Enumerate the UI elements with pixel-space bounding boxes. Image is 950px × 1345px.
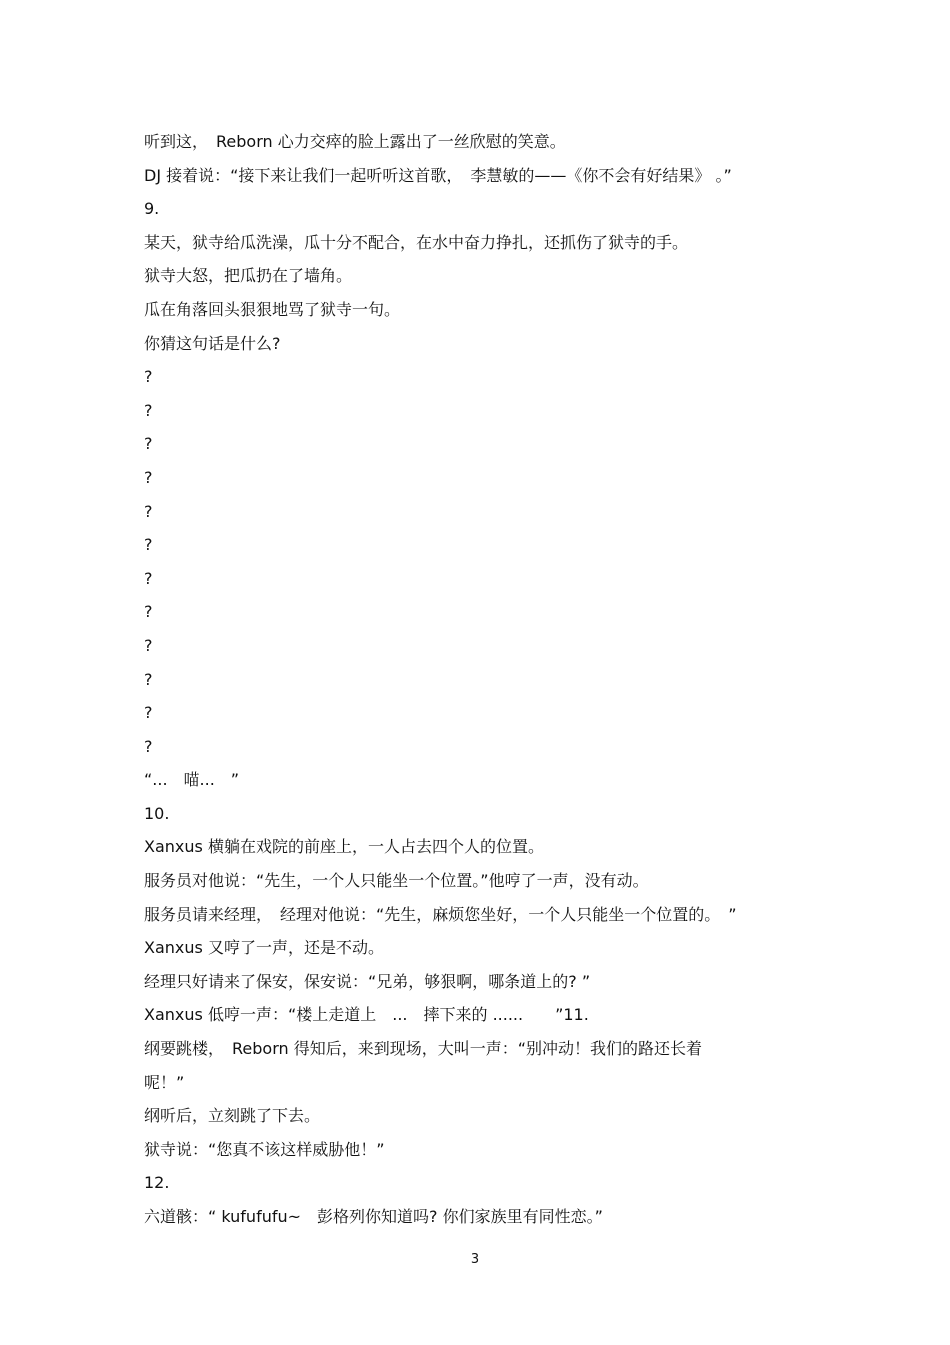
text-line: “... 喵... ”: [144, 770, 240, 790]
section-number: 12.: [144, 1173, 170, 1193]
question-mark-line: ?: [144, 703, 153, 723]
text-line: 狱寺大怒，把瓜扔在了墙角。: [144, 266, 353, 286]
section-number: 9.: [144, 199, 160, 219]
page-number: 3: [470, 1252, 480, 1267]
text-line: 服务员对他说：“先生，一个人只能坐一个位置。”他哼了一声，没有动。: [144, 871, 649, 891]
body-text: [144, 125, 824, 1234]
text-line: 呢！”: [144, 1072, 185, 1092]
question-mark-line: ?: [144, 736, 153, 756]
text-line: 经理只好请来了保安，保安说：“兄弟，够狠啊，哪条道上的? ”: [144, 971, 591, 991]
text-line: 服务员请来经理， 经理对他说：“先生，麻烦您坐好，一个人只能坐一个位置的。 ”: [144, 904, 737, 924]
question-mark-line: ?: [144, 568, 153, 588]
question-mark-line: ?: [144, 602, 153, 622]
text-line: 瓜在角落回头狠狠地骂了狱寺一句。: [144, 299, 401, 319]
text-line: DJ 接着说：“接下来让我们一起听听这首歌， 李慧敏的——《你不会有好结果》 。”: [144, 165, 732, 185]
question-mark-line: ?: [144, 434, 153, 454]
text-line: 某天，狱寺给瓜洗澡，瓜十分不配合，在水中奋力挣扎，还抓伤了狱寺的手。: [144, 232, 689, 252]
text-line: 六道骸：“ kufufufu~ 彭格列你知道吗? 你们家族里有同性恋。”: [144, 1207, 603, 1226]
question-mark-line: ?: [144, 367, 153, 387]
text-line: 你猜这句话是什么?: [144, 333, 281, 353]
question-mark-line: ?: [144, 467, 153, 487]
text-line: Xanxus 横躺在戏院的前座上，一人占去四个人的位置。: [144, 837, 544, 857]
text-line: 听到这， Reborn 心力交瘁的脸上露出了一丝欣慰的笑意。: [144, 132, 566, 151]
text-line: Xanxus 又哼了一声，还是不动。: [144, 938, 384, 958]
text-line: 狱寺说：“您真不该这样威胁他！”: [144, 1139, 385, 1159]
text-line: Xanxus 低哼一声：“楼上走道上 ... 摔下来的 ...... ”11.: [144, 1005, 589, 1025]
question-mark-line: ?: [144, 535, 153, 555]
question-mark-line: ?: [144, 635, 153, 655]
section-number: 10.: [144, 803, 170, 823]
question-mark-line: ?: [144, 400, 153, 420]
text-line: 纲听后，立刻跳了下去。: [144, 1106, 321, 1126]
question-mark-line: ?: [144, 501, 153, 521]
text-line: 纲要跳楼， Reborn 得知后，来到现场，大叫一声：“别冲动！我们的路还长着: [144, 1039, 703, 1059]
question-mark-line: ?: [144, 669, 153, 689]
